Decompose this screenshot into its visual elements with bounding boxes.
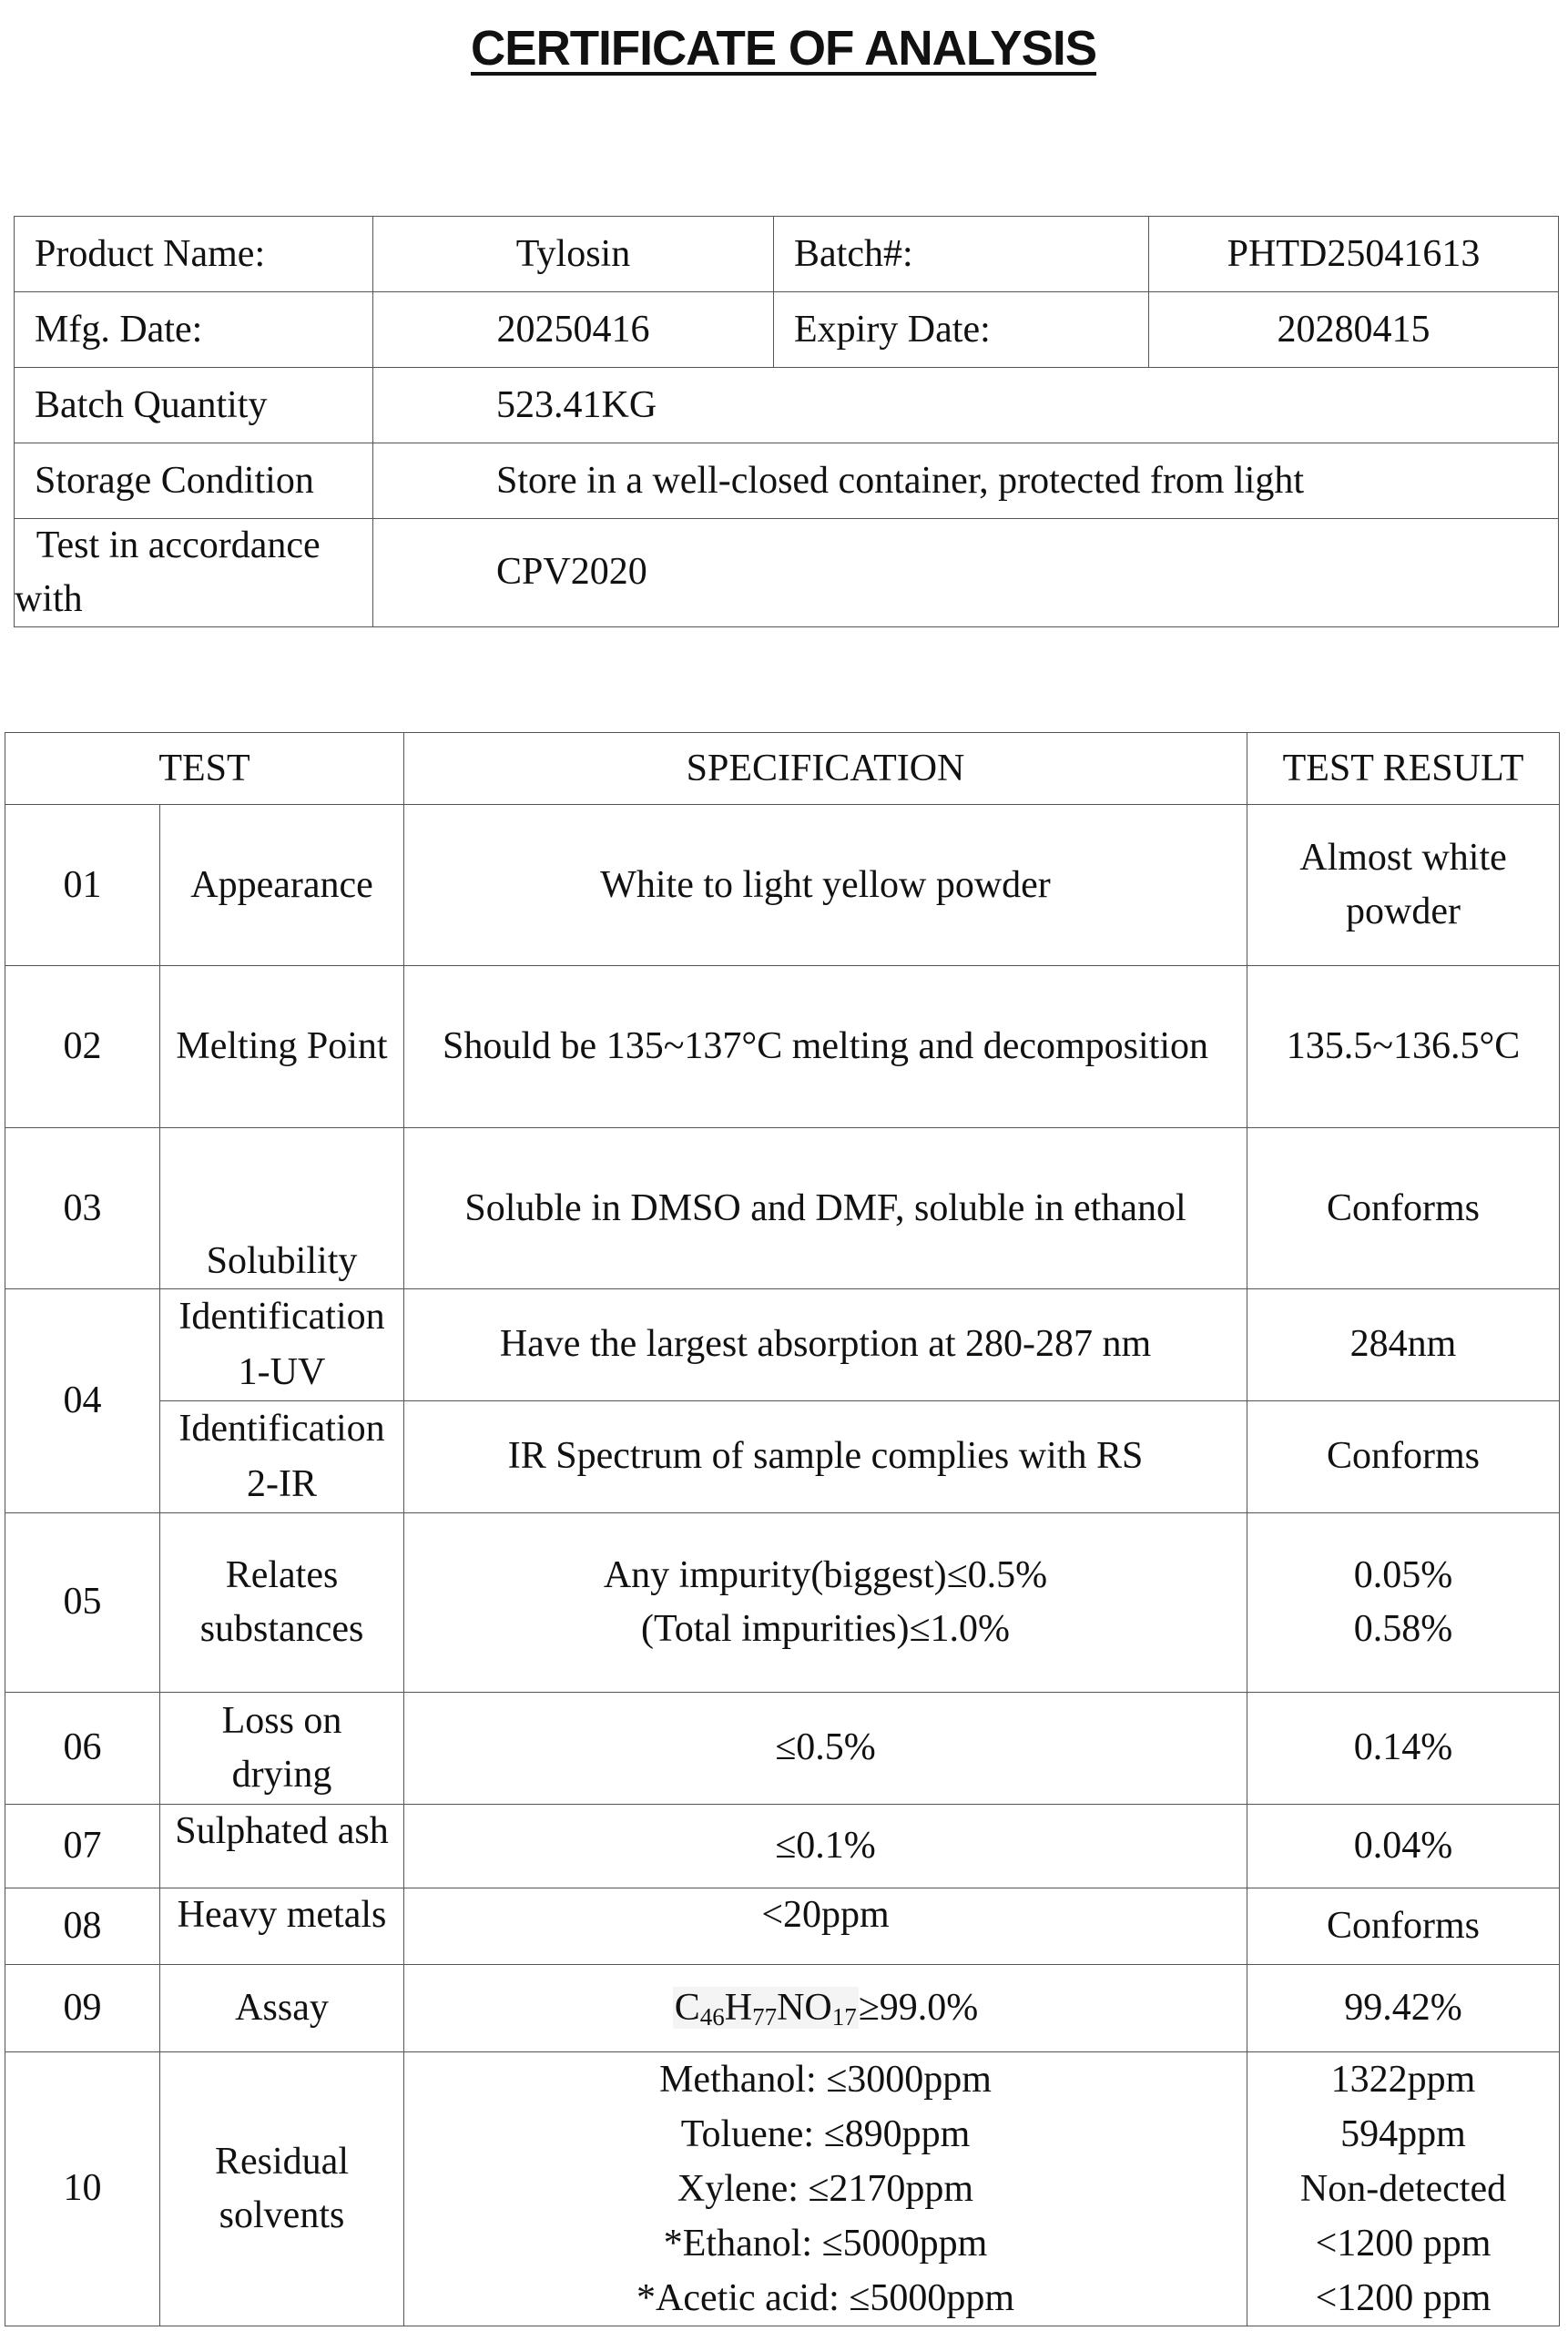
test-name: Melting Point <box>160 966 404 1128</box>
row-number: 03 <box>5 1128 160 1289</box>
test-name-line: Loss on <box>221 1699 342 1742</box>
assay-limit: ≥99.0% <box>858 1986 979 2029</box>
formula-subscript: 17 <box>831 2002 857 2031</box>
row-number: 08 <box>5 1888 160 1964</box>
standard-value: CPV2020 <box>373 519 1559 627</box>
storage-condition-label: Storage Condition <box>15 443 373 519</box>
test-results-table <box>5 732 1560 2326</box>
document-title: CERTIFICATE OF ANALYSIS <box>471 21 1097 76</box>
table-row <box>5 1692 1560 1804</box>
test-specification: Should be 135~137°C melting and decomposition <box>404 966 1247 1128</box>
table-row <box>5 1128 1560 1289</box>
test-specification <box>404 1512 1247 1692</box>
formula-element: H <box>724 1986 753 2029</box>
storage-condition-value: Store in a well-closed container, protected from light <box>373 443 1559 519</box>
solvent-spec-line: Xylene: ≤2170ppm <box>677 2167 974 2210</box>
info-row-quantity <box>15 368 1559 443</box>
test-result-line: Almost white <box>1299 837 1507 880</box>
test-name: Heavy metals <box>160 1888 404 1964</box>
mfg-date-label: Mfg. Date: <box>15 292 373 368</box>
test-result: 284nm <box>1247 1289 1560 1401</box>
test-name-line: Identification <box>178 1296 385 1338</box>
test-spec-line: Any impurity(biggest)≤0.5% <box>603 1553 1048 1596</box>
test-result: 0.04% <box>1247 1804 1560 1888</box>
product-name-label: Product Name: <box>15 217 373 292</box>
table-row <box>5 805 1560 966</box>
test-name: Sulphated ash <box>160 1804 404 1888</box>
formula-subscript: 77 <box>752 2002 778 2031</box>
test-specification <box>404 1964 1247 2051</box>
formula-element: C <box>674 1986 700 2029</box>
test-name-line: 1-UV <box>238 1350 326 1393</box>
test-specification: <20ppm <box>404 1888 1247 1964</box>
expiry-date-value: 20280415 <box>1149 292 1559 368</box>
test-name-line: solvents <box>219 2194 345 2236</box>
table-row <box>5 966 1560 1128</box>
test-name-line: Relates <box>225 1553 339 1596</box>
test-name-line: Identification <box>178 1407 385 1450</box>
table-row <box>5 1512 1560 1692</box>
info-row-product <box>15 217 1559 292</box>
table-row <box>5 1888 1560 1964</box>
table-row <box>5 1804 1560 1888</box>
test-result-line: 0.05% <box>1353 1553 1453 1596</box>
test-name <box>160 1512 404 1692</box>
row-number: 06 <box>5 1692 160 1804</box>
standard-label-line-1: Test in accordance <box>27 524 321 566</box>
test-name-line: 2-IR <box>247 1462 317 1505</box>
test-result-line: powder <box>1346 891 1461 932</box>
header-test-result: TEST RESULT <box>1247 733 1560 805</box>
test-name-line: Residual <box>215 2140 349 2183</box>
batch-quantity-value: 523.41KG <box>373 368 1559 443</box>
table-row <box>5 1289 1560 1401</box>
mfg-date-value: 20250416 <box>373 292 774 368</box>
test-name-line: drying <box>231 1753 332 1796</box>
row-number: 02 <box>5 966 160 1128</box>
test-result <box>1247 805 1560 966</box>
solvent-spec-line: Toluene: ≤890ppm <box>680 2112 971 2155</box>
batch-quantity-label: Batch Quantity <box>15 368 373 443</box>
table-row <box>5 1400 1560 1512</box>
test-result: 0.14% <box>1247 1692 1560 1804</box>
table-header-row <box>5 733 1560 805</box>
solvent-result-line: 594ppm <box>1340 2112 1466 2155</box>
test-name <box>160 1692 404 1804</box>
solvent-spec-line: *Acetic acid: ≤5000ppm <box>636 2276 1014 2319</box>
product-info-table <box>14 216 1559 627</box>
solvent-spec-line: *Ethanol: ≤5000ppm <box>663 2222 988 2265</box>
formula-element: NO <box>777 1986 832 2029</box>
solvent-result-line: <1200 ppm <box>1315 2222 1492 2265</box>
formula-subscript: 46 <box>699 2002 725 2031</box>
row-number: 07 <box>5 1804 160 1888</box>
standard-label-line-2: with <box>15 577 83 620</box>
test-name-line: substances <box>199 1607 364 1650</box>
solvent-result-line: Non-detected <box>1299 2167 1507 2210</box>
info-row-standard <box>15 519 1559 627</box>
row-number: 10 <box>5 2051 160 2326</box>
test-name: Solubility <box>160 1128 404 1289</box>
batch-label: Batch#: <box>774 217 1149 292</box>
test-result <box>1247 1512 1560 1692</box>
row-number: 09 <box>5 1964 160 2051</box>
standard-label <box>15 519 373 627</box>
test-specification: IR Spectrum of sample complies with RS <box>404 1400 1247 1512</box>
expiry-date-label: Expiry Date: <box>774 292 1149 368</box>
test-name <box>160 1400 404 1512</box>
test-specification: ≤0.1% <box>404 1804 1247 1888</box>
test-name: Assay <box>160 1964 404 2051</box>
info-row-storage <box>15 443 1559 519</box>
document-title-wrap <box>0 20 1568 76</box>
test-name <box>160 1289 404 1401</box>
test-specification: ≤0.5% <box>404 1692 1247 1804</box>
header-specification: SPECIFICATION <box>404 733 1247 805</box>
test-result: 99.42% <box>1247 1964 1560 2051</box>
batch-value: PHTD25041613 <box>1149 217 1559 292</box>
test-spec-line: (Total impurities)≤1.0% <box>641 1607 1011 1650</box>
test-specification: Have the largest absorption at 280-287 nm <box>404 1289 1247 1401</box>
row-number: 01 <box>5 805 160 966</box>
test-result: 135.5~136.5°C <box>1247 966 1560 1128</box>
solvent-spec-line: Methanol: ≤3000ppm <box>659 2058 992 2101</box>
test-name <box>160 2051 404 2326</box>
test-result: Conforms <box>1247 1400 1560 1512</box>
row-number: 04 <box>5 1289 160 1513</box>
info-row-dates <box>15 292 1559 368</box>
product-name-value: Tylosin <box>373 217 774 292</box>
test-result-line: 0.58% <box>1353 1607 1453 1650</box>
assay-formula <box>673 1987 859 2029</box>
header-test: TEST <box>5 733 404 805</box>
test-name: Appearance <box>160 805 404 966</box>
test-result: Conforms <box>1247 1128 1560 1289</box>
test-result: Conforms <box>1247 1888 1560 1964</box>
solvent-result-line: 1322ppm <box>1330 2058 1476 2101</box>
row-number: 05 <box>5 1512 160 1692</box>
test-result <box>1247 2051 1560 2326</box>
test-specification: Soluble in DMSO and DMF, soluble in ethanol <box>404 1128 1247 1289</box>
test-specification <box>404 2051 1247 2326</box>
table-row <box>5 2051 1560 2326</box>
table-row <box>5 1964 1560 2051</box>
test-specification: White to light yellow powder <box>404 805 1247 966</box>
solvent-result-line: <1200 ppm <box>1315 2276 1492 2319</box>
